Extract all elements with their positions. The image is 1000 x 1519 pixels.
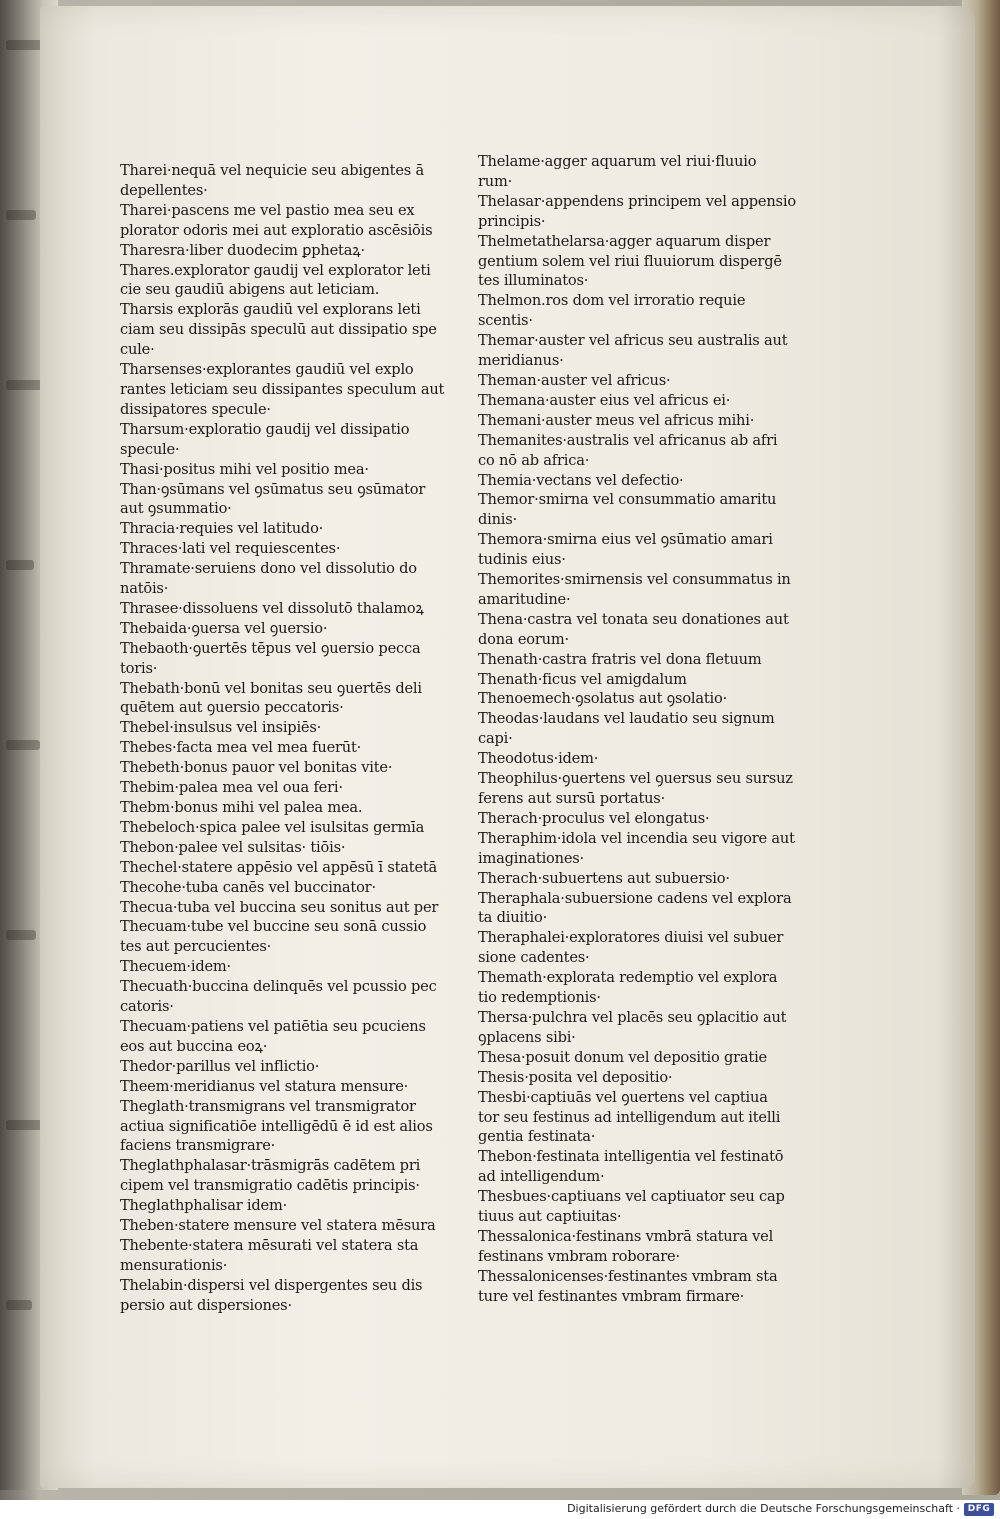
text-line: Theglathphalisar idem·: [120, 1197, 288, 1215]
text-line: Thecuath·buccina delinquēs vel pcussio pec: [120, 978, 437, 996]
text-line: Thenoemech·ꝯsolatus aut ꝯsolatio·: [478, 690, 728, 708]
text-line: Thrasee·dissoluens vel dissolutō thalamoꝝ: [120, 599, 424, 617]
text-line: tes aut percucientes·: [120, 938, 272, 956]
text-line: Thenath·castra fratris vel dona fletuum: [478, 650, 762, 668]
text-line: Theem·meridianus vel statura mensure·: [120, 1077, 409, 1095]
text-line: plorator odoris mei aut exploratio ascēsiōis: [120, 221, 433, 239]
text-line: Tharsis explorās gaudiū vel explorans leti: [120, 301, 421, 319]
text-line: Themia·vectans vel defectio·: [478, 471, 684, 489]
text-line: Themath·explorata redemptio vel explora: [478, 969, 778, 987]
text-line: ferens aut sursū portatus·: [478, 790, 666, 807]
text-line: Thecuem·idem·: [120, 958, 231, 976]
text-line: persio aut dispersiones·: [120, 1296, 292, 1314]
text-line: Thelasar·appendens principem vel appensio: [478, 192, 796, 210]
text-line: Therach·proculus vel elongatus·: [478, 809, 710, 827]
text-line: Thessalonicenses·festinantes vmbram sta: [478, 1267, 778, 1285]
text-line: Tharsenses·explorantes gaudiū vel explo: [120, 361, 414, 379]
text-line: Therach·subuertens aut subuersio·: [478, 869, 730, 887]
text-line: Thebes·facta mea vel mea fuerūt·: [120, 739, 362, 757]
text-line: tudinis eius·: [478, 551, 566, 569]
text-line: amaritudine·: [478, 590, 571, 608]
text-line: Themar·auster vel africus seu australis aut: [478, 332, 788, 350]
text-line: gentium solem vel riui fluuiorum dispergē: [478, 252, 782, 270]
text-line: Thelame·agger aquarum vel riui·fluuio: [478, 153, 757, 170]
text-line: Theben·statere mensure vel statera mēsura: [120, 1217, 436, 1235]
text-line: dona eorum·: [478, 630, 569, 648]
text-line: Thebeloch·spica palee vel isulsitas germīa: [120, 818, 425, 836]
text-line: ciam seu dissipās speculū aut dissipatio spe: [120, 321, 437, 339]
text-line: Tharei·nequā vel nequicie seu abigentes ā: [120, 162, 424, 179]
text-line: dinis·: [478, 511, 518, 529]
text-line: ad intelligendum·: [478, 1168, 605, 1186]
text-line: actiua significatiōe intelligēdū ē id est alios: [120, 1117, 433, 1135]
text-line: Thecohe·tuba canēs vel buccinator·: [120, 878, 376, 896]
text-line: depellentes·: [120, 181, 208, 199]
text-line: Thebel·insulsus vel insipiēs·: [120, 719, 322, 737]
text-line: Themanites·australis vel africanus ab afri: [478, 431, 778, 449]
text-line: Thebim·palea mea vel oua feri·: [120, 779, 343, 797]
left-text-column: [120, 161, 445, 1316]
text-line: cule·: [120, 341, 155, 359]
text-line: Themora·smirna eius vel ꝯsūmatio amari: [478, 531, 773, 549]
text-line: Theraphim·idola vel incendia seu vigore aut: [478, 829, 795, 847]
text-line: Thedor·parillus vel inflictio·: [120, 1057, 320, 1075]
text-line: Thares.explorator gaudij vel explorator leti: [120, 261, 431, 279]
text-line: Than·ꝯsūmans vel ꝯsūmatus seu ꝯsūmator: [120, 480, 426, 498]
text-line: Thebente·statera mēsurati vel statera sta: [120, 1236, 419, 1254]
text-line: Theophilus·ꝯuertens vel ꝯuersus seu sursuz: [478, 770, 793, 788]
text-line: Tharsum·exploratio gaudij vel dissipatio: [120, 420, 410, 438]
text-line: Theodas·laudans vel laudatio seu signum: [478, 710, 775, 728]
text-line: Thersa·pulchra vel placēs seu ꝯplacitio aut: [478, 1008, 787, 1026]
text-line: meridianus·: [478, 352, 564, 370]
dfg-logo: DFG: [964, 1503, 994, 1516]
text-line: Themorites·smirnensis vel consummatus in: [478, 571, 791, 589]
text-line: principis·: [478, 212, 546, 230]
text-line: quētem aut ꝯuersio peccatoris·: [120, 699, 344, 717]
text-line: Thenath·ficus vel amigdalum: [478, 670, 687, 688]
text-line: Theglath·transmigrans vel transmigrator: [120, 1097, 416, 1115]
text-line: imaginationes·: [478, 849, 584, 867]
text-line: Theraphala·subuersione cadens vel explora: [478, 889, 792, 907]
text-line: Thesbues·captiuans vel captiuator seu cap: [478, 1188, 785, 1206]
text-line: rum·: [478, 172, 513, 190]
text-line: capi·: [478, 730, 513, 748]
text-line: Theraphalei·exploratores diuisi vel subuer: [478, 929, 784, 947]
text-line: Thecuam·patiens vel patiētia seu pcuciens: [120, 1017, 426, 1035]
text-line: Thesbi·captiuās vel ꝯuertens vel captiua: [478, 1088, 768, 1106]
text-line: Thebm·bonus mihi vel palea mea.: [120, 799, 363, 816]
text-line: cie seu gaudiū abigens aut leticiam.: [120, 281, 380, 299]
text-line: Thramate·seruiens dono vel dissolutio do: [120, 560, 417, 578]
text-line: natōis·: [120, 580, 169, 598]
text-line: Themor·smirna vel consummatio amaritu: [478, 491, 777, 509]
text-line: Thasi·positus mihi vel positio mea·: [120, 460, 369, 478]
text-line: Thesis·posita vel depositio·: [478, 1068, 673, 1086]
digitization-footer: [0, 1500, 1000, 1519]
text-line: ta diuitio·: [478, 909, 548, 927]
text-line: Thebon·festinata intelligentia vel festinatō: [478, 1148, 784, 1166]
text-line: Tharesra·liber duodecim ꝑphetaꝝ·: [120, 241, 365, 259]
text-line: Thessalonica·festinans vmbrā statura vel: [478, 1227, 774, 1245]
text-line: Thebaida·ꝯuersa vel ꝯuersio·: [120, 619, 328, 637]
text-line: co nō ab africa·: [478, 451, 590, 469]
text-line: festinans vmbram roborare·: [478, 1247, 680, 1265]
text-line: Thracia·requies vel latitudo·: [120, 520, 324, 538]
text-line: Thebath·bonū vel bonitas seu ꝯuertēs deli: [120, 679, 422, 697]
text-line: Thesa·posuit donum vel depositio gratie: [478, 1048, 767, 1066]
text-line: Themani·auster meus vel africus mihi·: [478, 411, 755, 429]
text-line: Thena·castra vel tonata seu donationes aut: [478, 610, 789, 628]
text-line: ꝯplacens sibi·: [478, 1028, 576, 1046]
text-line: scentis·: [478, 312, 533, 330]
text-line: Thebeth·bonus pauor vel bonitas vite·: [120, 759, 393, 777]
text-line: catoris·: [120, 998, 174, 1016]
text-line: eos aut buccina eoꝝ·: [120, 1037, 268, 1055]
text-line: tes illuminatos·: [478, 272, 589, 290]
text-line: faciens transmigrare·: [120, 1137, 276, 1155]
text-line: mensurationis·: [120, 1256, 228, 1274]
text-line: specule·: [120, 440, 180, 458]
text-line: Themana·auster eius vel africus ei·: [478, 391, 731, 409]
text-line: tor seu festinus ad intelligendum aut itelli: [478, 1108, 781, 1126]
text-line: cipem vel transmigratio cadētis principis·: [120, 1177, 420, 1195]
text-line: dissipatores specule·: [120, 400, 271, 418]
text-line: Theman·auster vel africus·: [478, 371, 671, 389]
text-line: Theglathphalasar·trāsmigrās cadētem pri: [120, 1157, 421, 1175]
text-line: ture vel festinantes vmbram firmare·: [478, 1287, 745, 1305]
text-line: Thebon·palee vel sulsitas· tiōis·: [120, 838, 346, 856]
text-line: Thelmetathelarsa·agger aquarum disper: [478, 232, 771, 250]
text-line: tiuus aut captiuitas·: [478, 1208, 622, 1226]
text-line: rantes leticiam seu dissipantes speculum aut: [120, 380, 445, 398]
right-text-column: [478, 152, 796, 1307]
text-line: Thecuam·tube vel buccine seu sonā cussio: [120, 918, 427, 936]
text-line: Thelmon.ros dom vel irroratio requie: [478, 292, 746, 310]
text-line: toris·: [120, 659, 158, 677]
text-line: Thecua·tuba vel buccina seu sonitus aut per: [120, 898, 439, 916]
text-line: Theodotus·idem·: [478, 750, 599, 768]
text-line: Thebaoth·ꝯuertēs tēpus vel ꝯuersio pecca: [120, 639, 421, 657]
text-line: Tharei·pascens me vel pastio mea seu ex: [120, 201, 415, 219]
text-line: Thechel·statere appēsio vel appēsū ī statetā: [120, 858, 438, 876]
text-line: gentia festinata·: [478, 1128, 596, 1146]
text-line: Thelabin·dispersi vel dispergentes seu dis: [120, 1276, 423, 1294]
text-line: tio redemptionis·: [478, 989, 601, 1007]
text-line: sione cadentes·: [478, 949, 590, 967]
text-line: Thraces·lati vel requiescentes·: [120, 540, 341, 558]
footer-credit: Digitalisierung gefördert durch die Deutsche Forschungsgemeinschaft ·: [567, 1502, 960, 1515]
text-line: aut ꝯsummatio·: [120, 500, 232, 518]
